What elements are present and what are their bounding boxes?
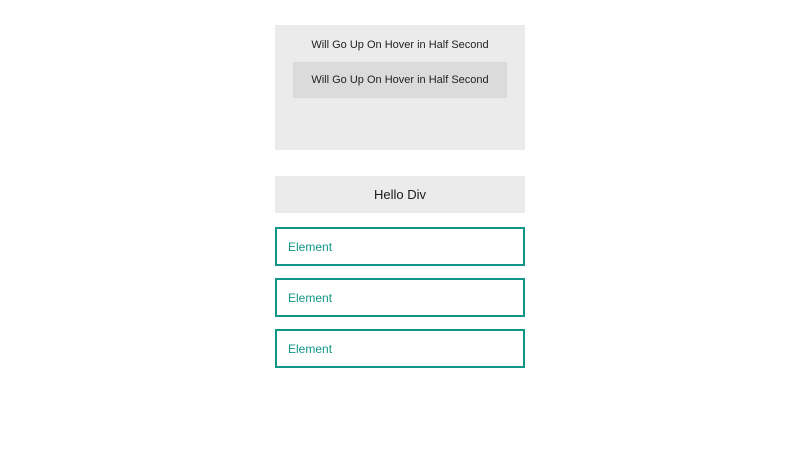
element-box-1[interactable]: [275, 227, 525, 266]
element-label: Element: [288, 341, 333, 356]
hover-demo-panel[interactable]: [275, 25, 525, 150]
element-label: Element: [288, 239, 333, 254]
element-box-2[interactable]: [275, 278, 525, 317]
hover-demo-inner-box[interactable]: Will Go Up On Hover in Half Second: [293, 62, 507, 98]
hover-demo-title: Will Go Up On Hover in Half Second: [311, 39, 489, 51]
hello-div-banner: Hello Div: [275, 176, 525, 213]
content-column: [275, 25, 525, 368]
element-label: Element: [288, 290, 333, 305]
element-box-3[interactable]: [275, 329, 525, 368]
